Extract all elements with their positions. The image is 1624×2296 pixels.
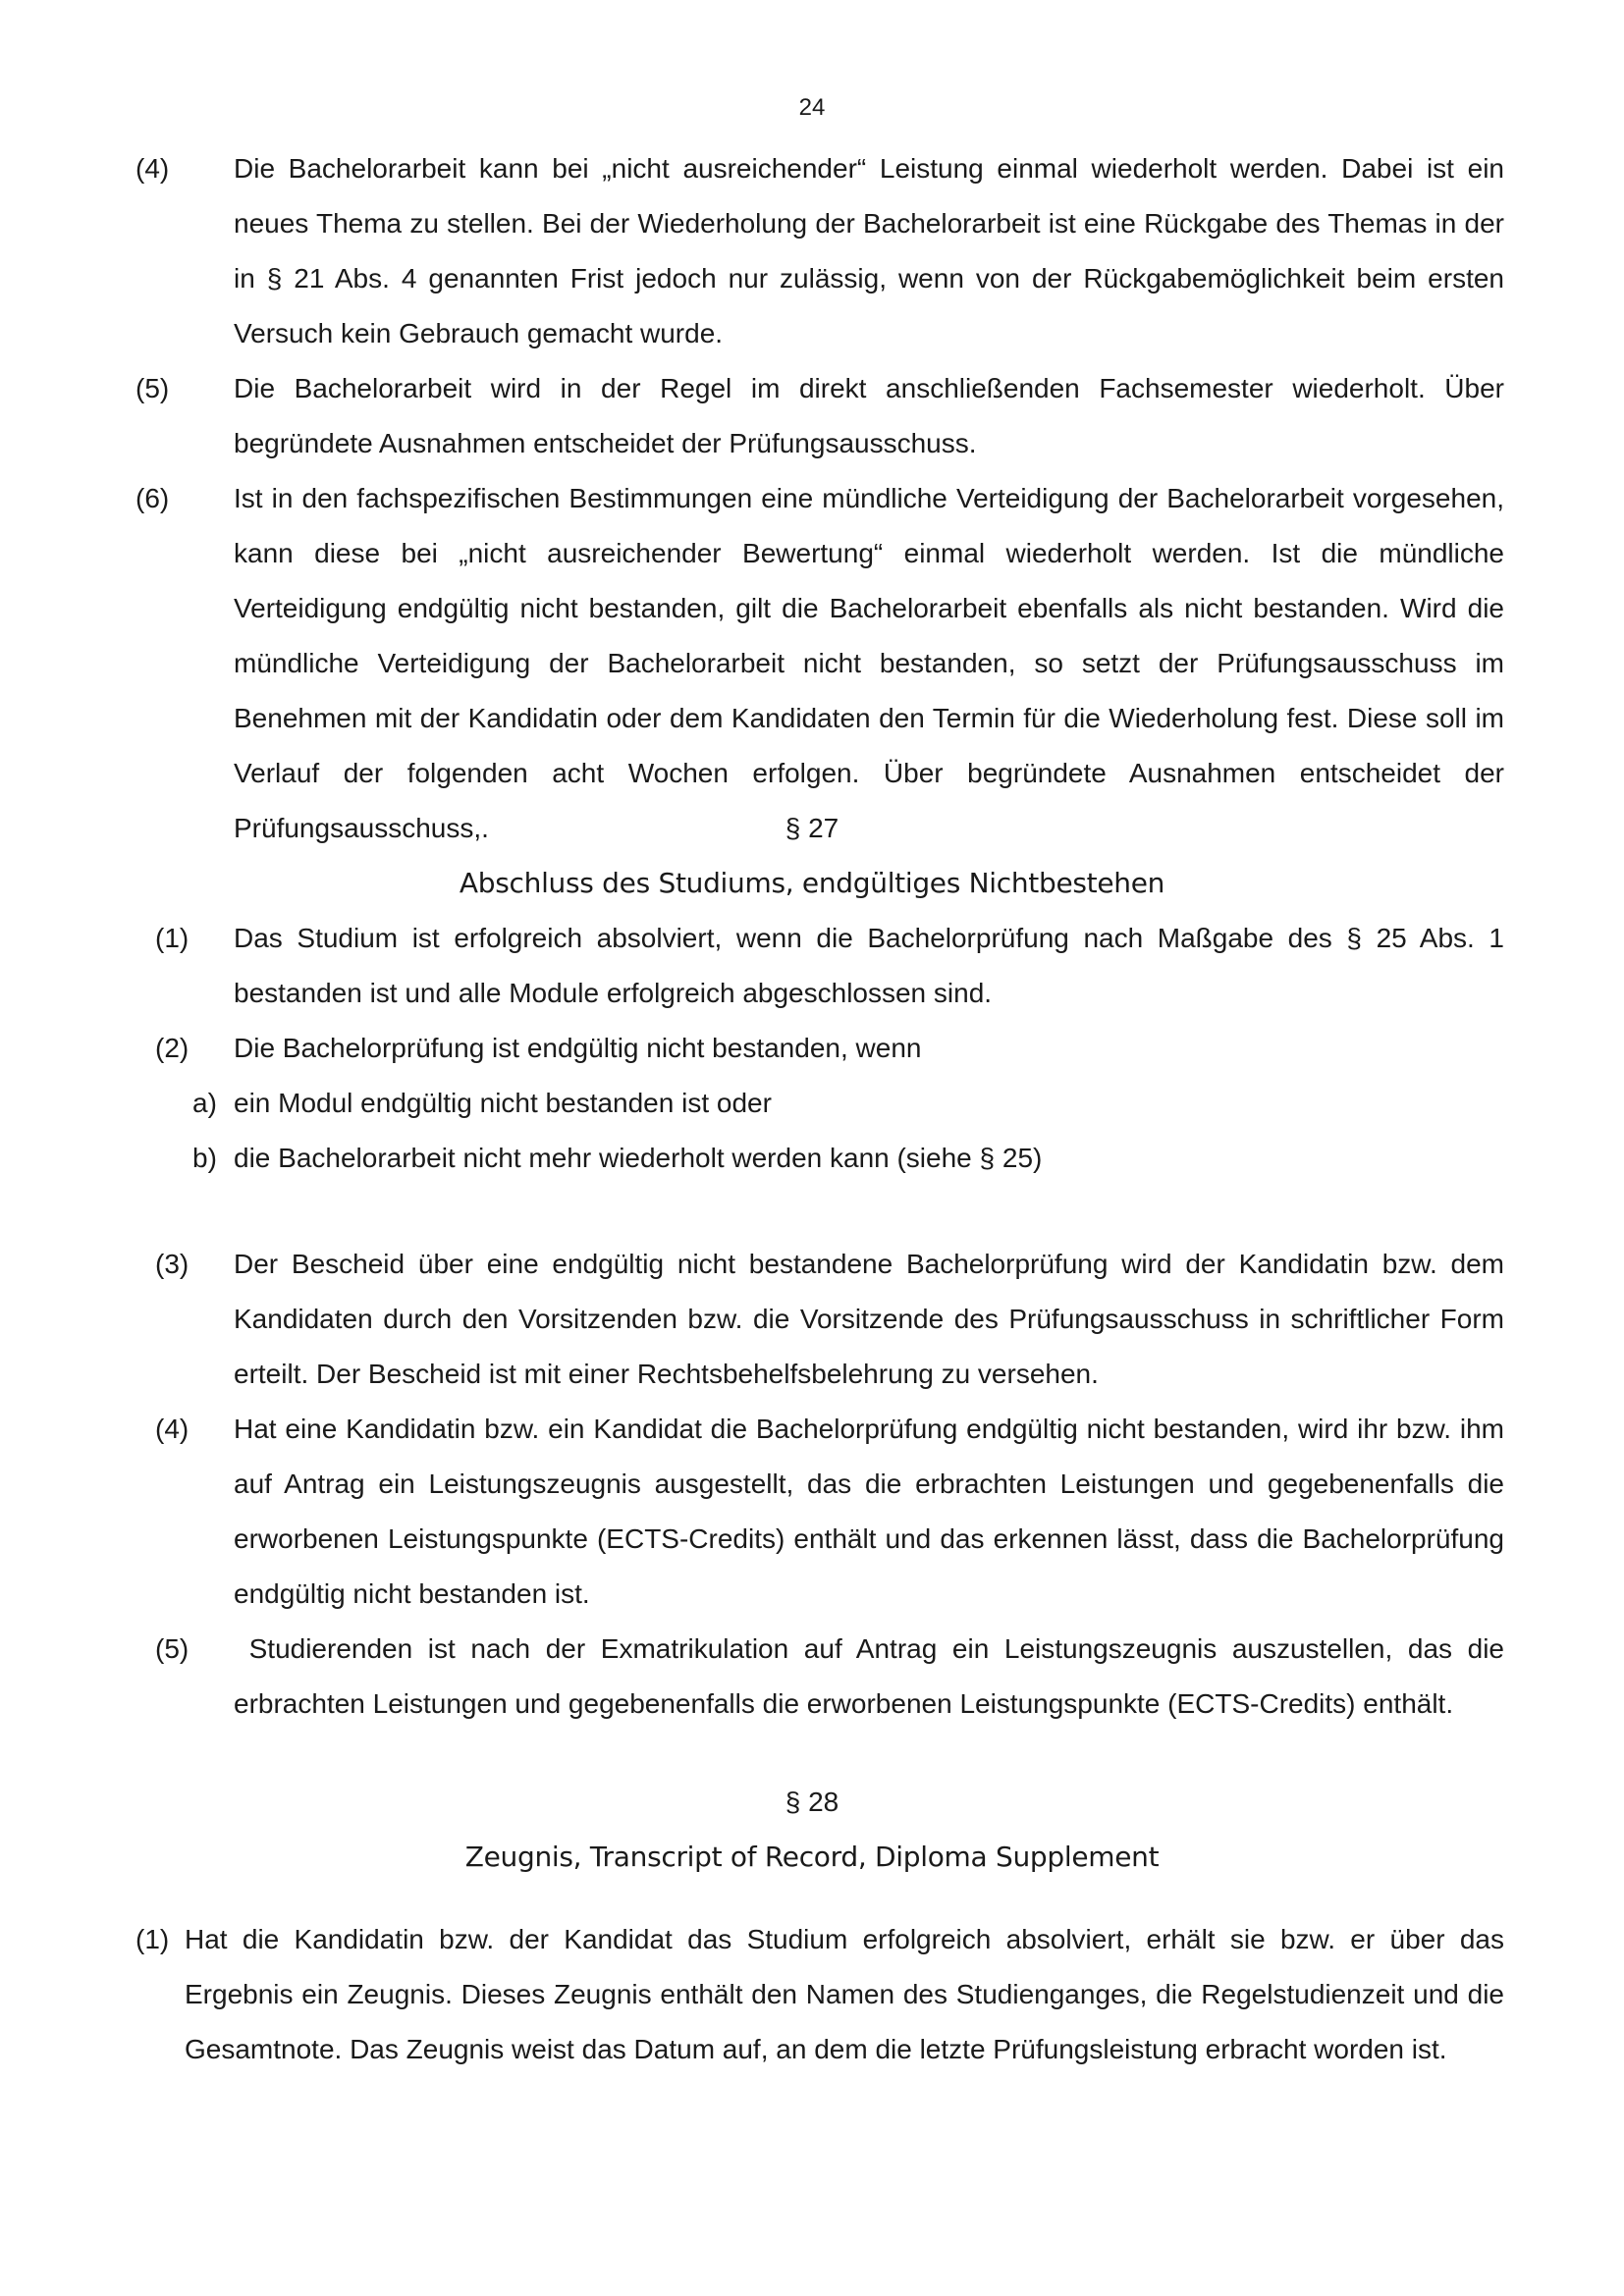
page-number: 24: [798, 94, 826, 121]
list-item-label: b): [192, 1143, 217, 1173]
paragraph-number: (1): [135, 1924, 170, 1954]
paragraph-number: (4): [155, 1414, 189, 1444]
paragraph-text: Hat eine Kandidatin bzw. ein Kandidat die Bachelorprüfung endgültig nicht bestanden, wird ihr bzw. ihm auf Antrag ein Leistungszeugnis ausgestellt, das die erbrachten Leistungen und gegebenenfalls die erworbenen Leistungspunkte (ECTS-Credits) enthält und das erkennen lässt, dass die Bachelorprüfung endgültig nicht bestanden ist.: [234, 1414, 1504, 1609]
section-28-title: Zeugnis, Transcript of Record, Diploma Supplement: [464, 1841, 1160, 1873]
section-27-number: § 27: [785, 813, 839, 843]
paragraph-27-1: [135, 911, 1504, 1021]
paragraph-text: Das Studium ist erfolgreich absolviert, wenn die Bachelorprüfung nach Maßgabe des § 25 Abs. 1 bestanden ist und alle Module erfolgreich abgeschlossen sind.: [234, 923, 1504, 1008]
paragraph-number: (3): [155, 1249, 189, 1279]
paragraph-text: Der Bescheid über eine endgültig nicht bestandene Bachelorprüfung wird der Kandidatin bzw. dem Kandidaten durch den Vorsitzenden bzw. die Vorsitzende des Prüfungsausschuss in schriftlicher Form erteilt. Der Bescheid ist mit einer Rechtsbehelfsbelehrung zu versehen.: [234, 1249, 1504, 1389]
list-item-text: die Bachelorarbeit nicht mehr wiederholt werden kann (siehe § 25): [234, 1143, 1043, 1173]
paragraph-26-6: [135, 471, 1504, 856]
paragraph-27-5: [135, 1622, 1512, 1732]
list-item: [192, 1076, 772, 1131]
paragraph-27-3: [135, 1237, 1504, 1402]
section-28-number: § 28: [785, 1787, 839, 1817]
paragraph-26-4: [135, 141, 1504, 361]
paragraph-text: Studierenden ist nach der Exmatrikulation auf Antrag ein Leistungszeugnis auszustellen, das die erbrachten Leistungen und gegebenenfalls die erworbenen Leistungspunkte (ECTS-Credits) enthält.: [234, 1633, 1512, 1719]
paragraph-text: Ist in den fachspezifischen Bestimmungen eine mündliche Verteidigung der Bachelorarbeit vorgesehen, kann diese bei „nicht ausreichender Bewertung“ einmal wiederholt werden. Ist die mündliche Verteidigung endgültig nicht bestanden, gilt die Bachelorarbeit ebenfalls als nicht bestanden. Wird die mündliche Verteidigung der Bachelorarbeit nicht bestanden, so setzt der Prüfungsausschuss im Benehmen mit der Kandidatin oder dem Kandidaten den Termin für die Wiederholung fest. Diese soll im Verlauf der folgenden acht Wochen erfolgen. Über begründete Ausnahmen entscheidet der Prüfungsausschuss,.: [234, 483, 1504, 843]
paragraph-text: Hat die Kandidatin bzw. der Kandidat das Studium erfolgreich absolviert, erhält sie bzw. er über das Ergebnis ein Zeugnis. Dieses Zeugnis enthält den Namen des Studienganges, die Regelstudienzeit und die Gesamtnote. Das Zeugnis weist das Datum auf, an dem die letzte Prüfungsleistung erbracht worden ist.: [185, 1924, 1504, 2064]
list-item-text: ein Modul endgültig nicht bestanden ist oder: [234, 1088, 772, 1118]
section-27-title: Abschluss des Studiums, endgültiges Nichtbestehen: [459, 867, 1165, 899]
paragraph-28-1: [135, 1912, 1504, 2077]
list-item-label: a): [192, 1088, 217, 1118]
paragraph-text: Die Bachelorarbeit kann bei „nicht ausreichender“ Leistung einmal wiederholt werden. Dabei ist ein neues Thema zu stellen. Bei der Wiederholung der Bachelorarbeit ist eine Rückgabe des Themas in der in § 21 Abs. 4 genannten Frist jedoch nur zulässig, wenn von der Rückgabemöglichkeit beim ersten Versuch kein Gebrauch gemacht wurde.: [234, 153, 1504, 348]
paragraph-27-4: [135, 1402, 1504, 1622]
paragraph-number: (4): [135, 153, 170, 184]
paragraph-26-5: [135, 361, 1504, 471]
paragraph-text: Die Bachelorprüfung ist endgültig nicht bestanden, wenn: [234, 1033, 922, 1063]
paragraph-number: (1): [155, 923, 189, 953]
paragraph-number: (5): [155, 1633, 189, 1664]
paragraph-text: Die Bachelorarbeit wird in der Regel im direkt anschließenden Fachsemester wiederholt. Über begründete Ausnahmen entscheidet der Prüfungsausschuss.: [234, 373, 1504, 458]
paragraph-27-2: [135, 1021, 1504, 1076]
paragraph-number: (6): [135, 483, 170, 513]
paragraph-number: (5): [135, 373, 170, 403]
paragraph-number: (2): [155, 1033, 189, 1063]
list-item: [192, 1131, 1042, 1186]
